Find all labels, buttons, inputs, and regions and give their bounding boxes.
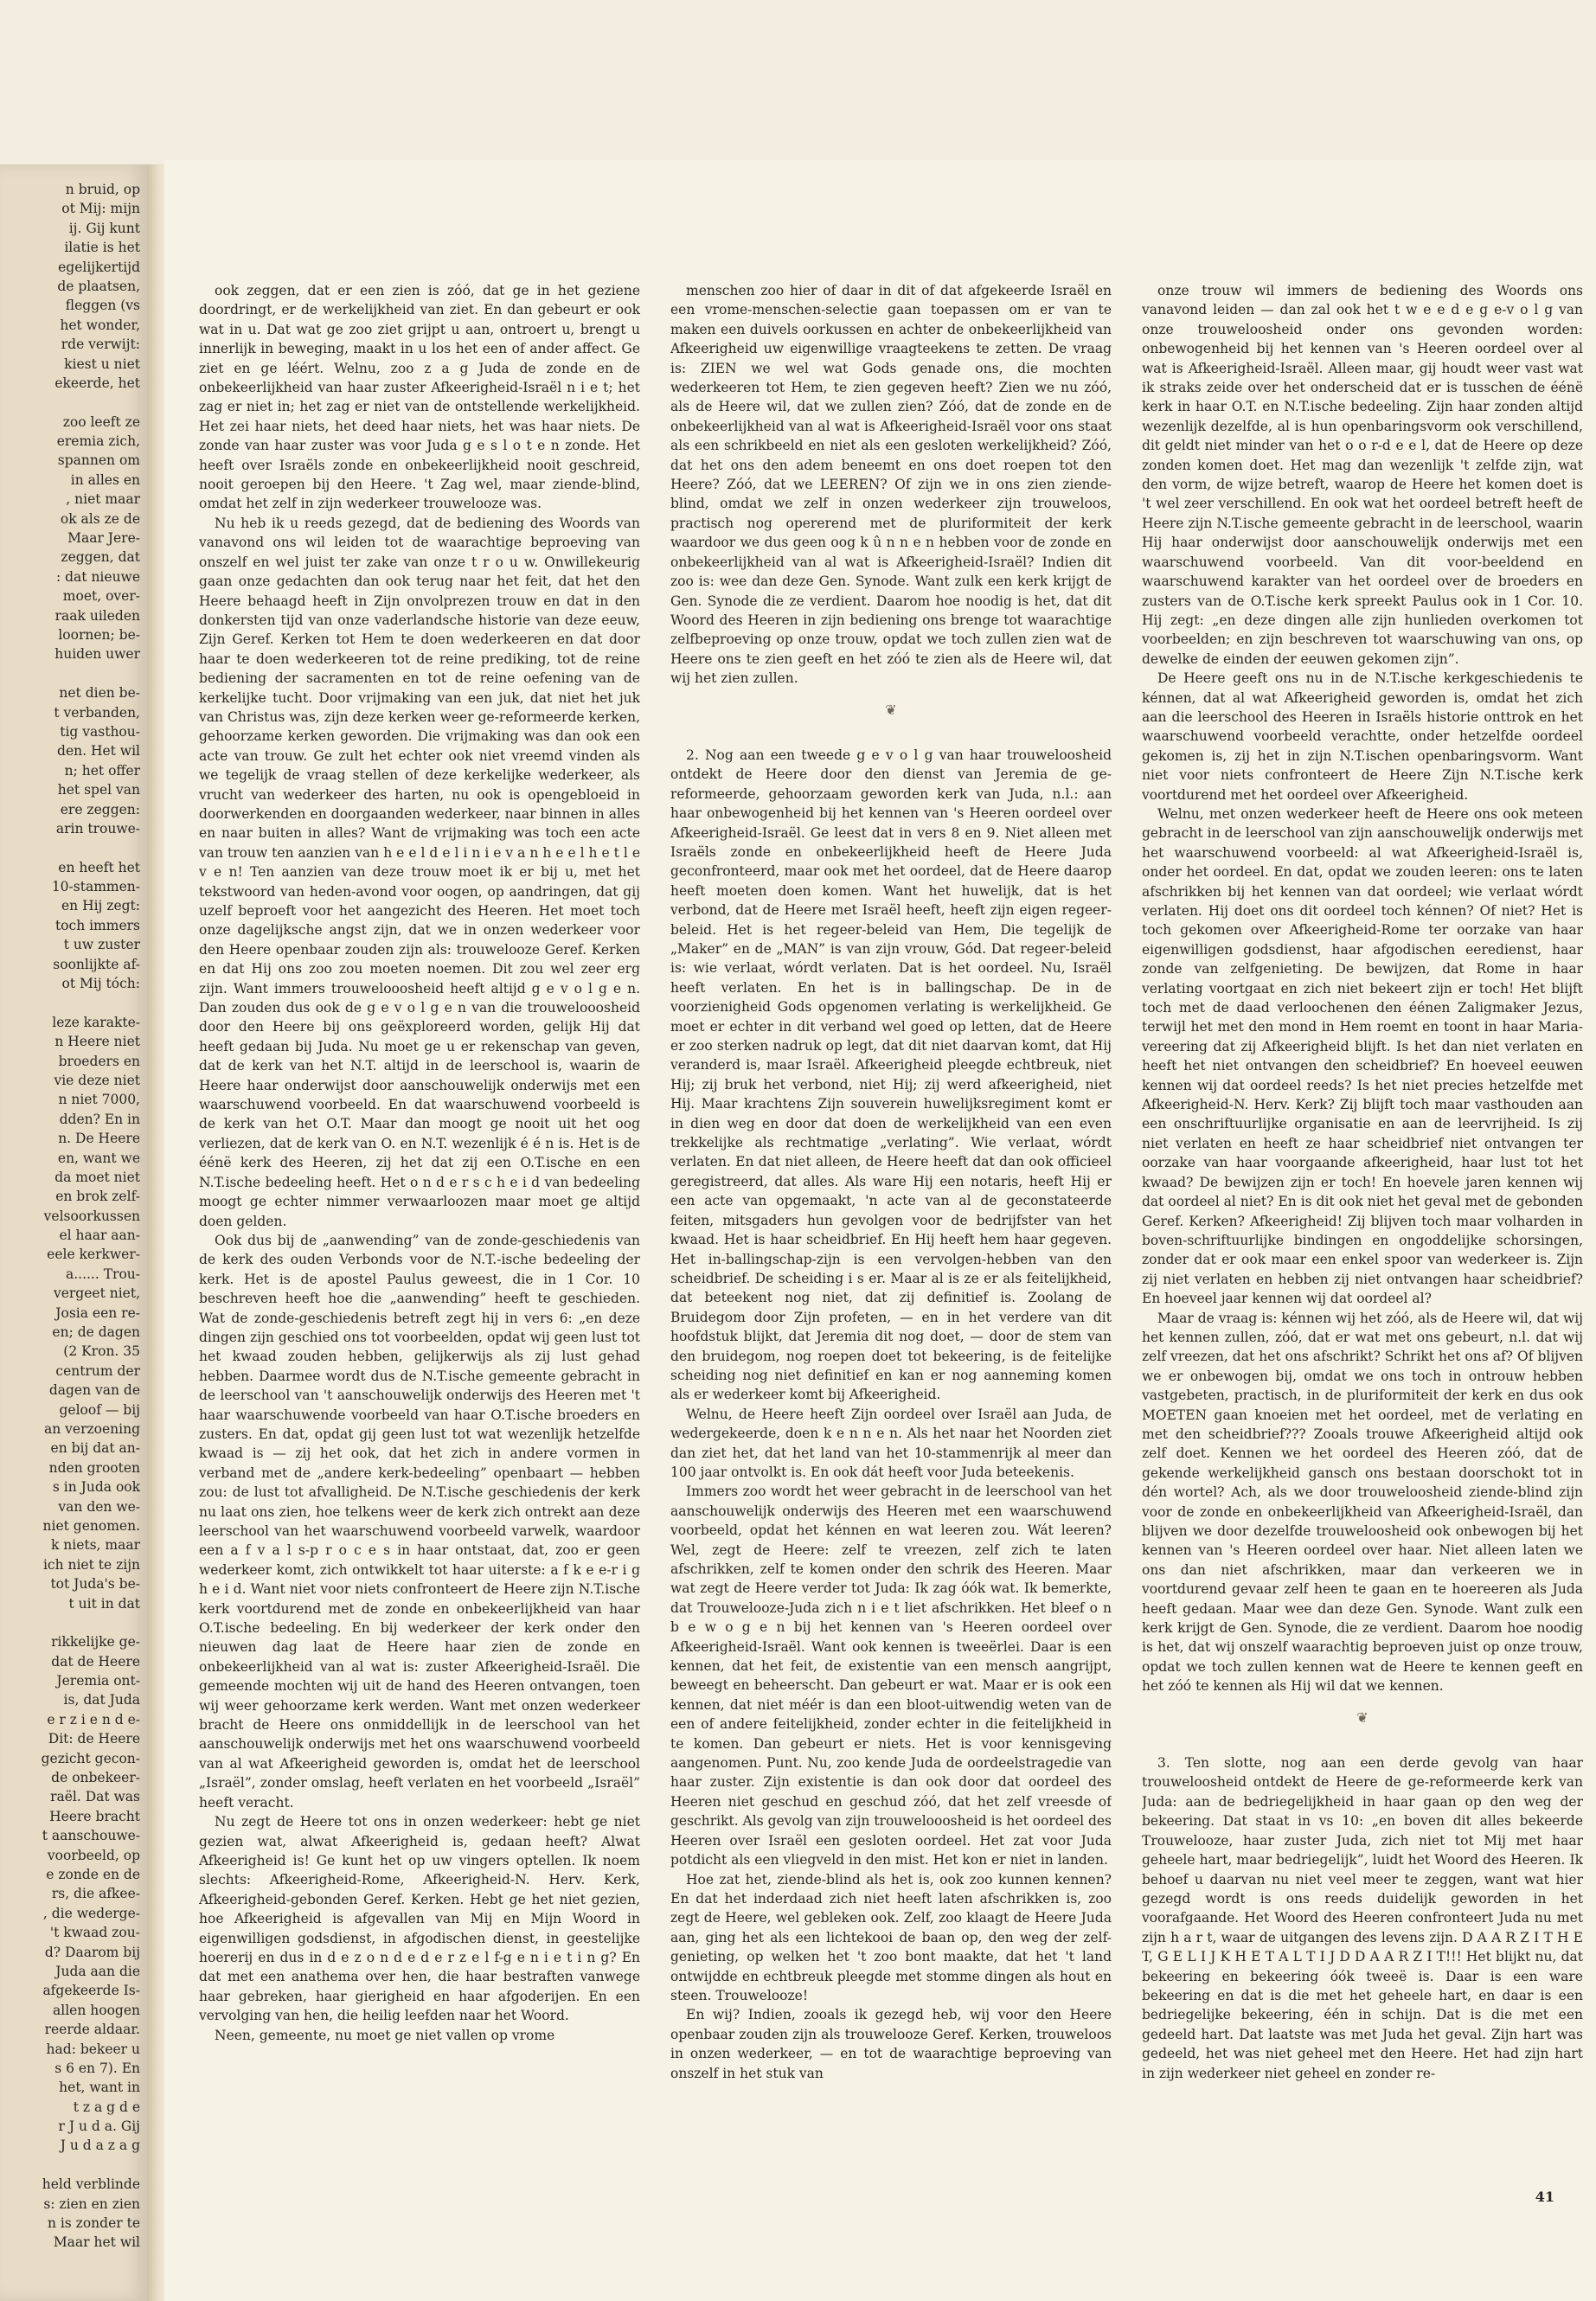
left-page-line: toch immers <box>54 917 140 933</box>
left-page-line: n bruid, op <box>65 182 140 197</box>
left-page-line: leze karakte- <box>52 1014 140 1030</box>
left-page-line: is, dat Juda <box>63 1692 140 1708</box>
left-page-line <box>3 1613 140 1632</box>
left-page-line: het, want in <box>59 2080 140 2096</box>
paragraph: En wij? Indien, zooals ik gezegd heb, wij voor den Heere openbaar zouden zijn als trouwelooze Geref. Kerken, trouweloos in onzen wederkeer, — en tot de waarachtige beproeving van onszelf in het stuk van <box>670 2007 1112 2081</box>
left-page-line: en brok zelf- <box>55 1189 140 1205</box>
left-page-line: afgekeerde Is- <box>42 1983 140 1999</box>
left-page-line: t uit in dat <box>68 1595 140 1612</box>
paragraph: ook zeggen, dat er een zien is zóó, dat ge in het geziene doordringt, er de werkelijkheid van ziet. En dan gebeurt er ook wat in u. Dat wat ge zoo ziet grijpt u aan, ontroert u, brengt u innerlijk in beweging, maakt in u los het een of ander affect. Ge ziet en ge léért. Welnu, zoo z a g Juda de zonde en de onbekeerlijkheid van haar zuster Afkeerigheid-Israël n i e t; het zag er niet in; het zag er niet van de ontstellende werkelijkheid. Het zei haar niets, het deed haar niets, het was haar niets. De zonde van haar zuster was voor Juda g e s l o t e n zonde. Het heeft over Israëls zonde en onbekeerlijkheid nooit geschreid, nooit geroepen bij den Heere. 't Zag wel, maar ziende-blind, omdat het zelf in zijn wederkeer trouwelooze was. <box>199 283 640 512</box>
left-page-line: tig vasthou- <box>60 723 140 740</box>
left-page-line: gezicht gecon- <box>41 1750 140 1766</box>
column-1 <box>199 281 640 2219</box>
left-page-line: Juda aan die <box>55 1963 140 1979</box>
paragraph: Nu zegt de Heere tot ons in onzen wederkeer: hebt ge niet gezien wat, alwat Afkeerigheid is, gedaan heeft? Alwat Afkeerigheid is! Ge kunt het op uw vingers optellen. Ik noem slechts: Afkeerigheid-Rome, Afkeerigheid-N. Herv. Kerk, Afkeerigheid-gebonden Geref. Kerken. Hebt ge het niet gezien, hoe Afkeerigheid is afgevallen van Mij en Mijn Woord in eigenwilligen godsdienst, in afgodischen dienst, in geestelijke hoererij en dus in d e z o n d e d e r z e l f-g e n i e t i n g? En dat met een anathema over hen, die haar bestraften vanwege haar gebreken, haar gierigheid en haar afgoderijen. En een vervolging van hen, die heilig leefden naar het Woord. <box>199 1814 640 2024</box>
left-page-line: spannen om <box>57 452 140 469</box>
left-page-line: centrum der <box>55 1362 140 1379</box>
left-page-line: Heere bracht <box>49 1808 140 1824</box>
left-page-line: dat de Heere <box>51 1653 140 1670</box>
paragraph: Hoe zat het, ziende-blind als het is, ook zoo kunnen kennen? En dat het inderdaad zich niet heeft laten afschrikken is, zoo zegt de Heere, wel gebleken ook. Zelf, zoo klaagt de Heere Juda aan, ging het als een lichtekooi de baan op, den weg der zelf-genieting, op welken het 't zoo bont maakte, dat het 't land ontwijdde en echtbreuk pleegde met stomme dingen als hout en steen. Trouwelooze! <box>670 1871 1112 2003</box>
left-page-line: el haar aan- <box>59 1227 140 1244</box>
left-page-line: t aanschouwe- <box>42 1828 140 1844</box>
left-page-line: (2 Kron. 35 <box>63 1343 140 1360</box>
left-page-line: r J u d a. Gij <box>58 2118 140 2135</box>
left-page-line: voorbeeld, op <box>47 1847 140 1863</box>
left-page-line: t z a g d e <box>73 2099 140 2115</box>
left-page-line: ere zeggen: <box>60 801 140 817</box>
left-page-line: moet, over- <box>62 588 140 605</box>
left-page-line: da moet niet <box>54 1169 140 1185</box>
left-page-line: J u d a z a g <box>60 2138 140 2154</box>
left-page-line: egelijkertijd <box>58 259 140 275</box>
left-page-line <box>3 393 140 412</box>
left-page-line: dden? En in <box>59 1111 140 1127</box>
left-page-line <box>3 664 140 683</box>
left-page-line: an verzoening <box>43 1421 140 1437</box>
left-page-line: zoo leeft ze <box>62 413 140 430</box>
left-page-line: raël. Dat was <box>50 1789 140 1805</box>
left-page-line: eele kerkwer- <box>47 1247 140 1263</box>
left-page-line <box>3 993 140 1012</box>
left-page-line: allen hoogen <box>53 2002 140 2018</box>
paragraph: Neen, gemeente, nu moet ge niet vallen op vrome <box>215 2027 555 2043</box>
paragraph: 3. Ten slotte, nog aan een derde gevolg van haar trouweloosheid ontdekt de Heere de ge-reformeerde kerk van Juda: aan de bedriegelijkheid in haar gaan op den weg der bekeering. Dat staat in vs 10: „en boven dit alles bekeerde Trouwelooze, haar zuster Juda, zich niet tot Mij met haar geheele hart, maar bedriegelijk”, luidt het Woord des Heeren. Ik behoef u daarvan nu niet veel meer te zeggen, want wat hier gezegd wordt is ons reeds duidelijk geworden in het voorafgaande. Het Woord des Heeren confronteert Juda nu met zijn h a r t, waar de uitgangen des levens zijn. D A A R Z I T H E T, G E L I J K H E T A L T I J D D A A R Z I T!!! Het blijkt nu, dat bekeering en bekeering óók tweeë is. Daar is een ware bekeering en dat is die met het geheele hart, en daar is een bedriegelijke bekeering, één in schijn. Dat is die met een gedeeld hart. Dat laatste was met Juda het geval. Zijn hart was gedeeld, het was niet geheel met den Heere. Het had zijn hart in zijn wederkeer niet geheel en zonder re- <box>1142 1755 1583 2081</box>
left-page-line: en; de dagen <box>52 1324 140 1341</box>
left-page-line: n niet 7000, <box>58 1092 140 1108</box>
paragraph: Ook dus bij de „aanwending” van de zonde-geschiedenis van de kerk des ouden Verbonds voor de N.T.-ische bedeeling der kerk. Het is de apostel Paulus geweest, die in 1 Cor. 10 beschreven heeft hoe die „aanwending” heeft te geschieden. Wat de zonde-geschiedenis betreft zegt hij in vers 6: „en deze dingen zijn geschied ons tot voorbeelden, opdat wij geen lust tot het kwaad zouden hebben, gelijkerwijs als zij lust gehad hebben. Daarmee wordt dus de N.T.ische gemeente gebracht in de leerschool van 't aanschouwelijk onderwijs des Heeren met 't haar waarschuwende voorbeeld van haar O.T.ische broeders en zusters. En dat, opdat gij geen lust tot wat wezenlijk hetzelfde kwaad is — zij het ook, dat het zich in andere vormen in verband met de „andere kerk-bedeeling” openbaart — hebben zou: de lust tot afvalligheid. De N.T.ische geschiedenis der kerk nu laat ons zien, hoe telkens weer de kerk zich ontrekt aan deze leerschool van het waarschuwend voorbeeld varwelk, waardoor een a f v a l s-p r o c e s in haar ontstaat, dat, zoo er geen wederkeer komt, zich ontwikkelt tot haar uiterste: a f k e e-r i g h e i d. Want niet voor niets confronteert de Heere zijn N.T.ische kerk voortdurend met de zonde en onbekeerlijkheid van haar O.T.ische bedeeling. En bij wederkeer der kerk onder den nieuwen dag laat de Heere haar zien de zonde en onbekeerlijkheid van al wat is: zuster Afkeerigheid-Israël. Die gemeende mochten wij uit de hand des Heeren ontvangen, toen wij weer gehoorzame kerk werden. Want met onzen wederkeer bracht de Heere ons onmiddellijk in de leerschool van het aanschouwelijk onderwijs met het ons waarschuwend voorbeeld van al wat Afkeerigheid geworden is, omdat het de leerschool „Israël”, zonder omslag, heeft verlaten en het voorbeeld „Israël” heeft veracht. <box>199 1232 640 1811</box>
left-page-line: a...... Trou- <box>65 1266 140 1282</box>
left-page-line: nden grooten <box>48 1459 140 1476</box>
left-page-line: rde verwijt: <box>61 336 140 353</box>
book-gutter <box>147 164 166 2301</box>
paragraph: Welnu, met onzen wederkeer heeft de Heere ons ook meteen gebracht in de leerschool van zijn aanschouwelijk onderwijs met het waarschuwend voorbeeld: al wat Afkeerigheid-Israël is, onder het oordeel. En dat, opdat we zouden leeren: ons te laten afschrikken bij het kennen van dat oordeel; wie verlaat wórdt verlaten. Hij doet ons dit oordeel toch kénnen? Of niet? Het is toch gekomen over Afkeerigheid-Rome ter oorzake van haar eigenwilligen godsdienst, haar afgodischen eeredienst, haar zonde van zelfgenieting. De bewijzen, dat Rome in haar verlating voortgaat en zich niet bekeert zijn er toch! Het blijft toch met de daad verloochenen den éénen Zaligmaker Jezus, terwijl het met den mond in Hem roemt en toont in haar Maria-vereering dat zij Afkeerigheid blijft. Is het dan niet verlaten en heeft het niet ontvangen den scheidbrief? En hoeveel eeuwen kennen wij dat oordeel reeds? Is het niet precies hetzelfde met Afkeerigheid-N. Herv. Kerk? Zij blijft toch maar vasthouden aan een onschriftuurlijke organisatie en aan de leervrijheid. Is zij niet verlaten en heeft ze haar scheidbrief niet ontvangen ter oorzake van haar voorgaande afkeerigheid, haar lust tot het kwaad? De bewijzen zijn er toch! En hoevele jaren kennen wij dat oordeel al niet? En is dit ook niet het geval met de gebonden Geref. Kerken? Afkeerigheid! Zij blijven toch maar volharden in boven-schriftuurlijke bindingen en ongoddelijke schorsingen, zonder dat er ook maar een enkel spoor van wederkeer is. Zijn zij niet verlaten en hebben zij niet ontvangen haar scheidbrief? En hoeveel jaar kennen wij dat oordeel al? <box>1142 805 1583 1307</box>
left-page-line: n; het offer <box>64 762 140 779</box>
left-page-line: net dien be- <box>59 685 140 702</box>
left-page-line <box>3 838 140 857</box>
left-page-line: van den we- <box>58 1498 140 1515</box>
left-page-line: n Heere niet <box>54 1034 140 1050</box>
left-page-line: ij. Gij kunt <box>68 220 140 236</box>
left-page-line: loornen; be- <box>58 626 140 643</box>
left-page-line: Josia een re- <box>55 1304 140 1321</box>
left-page-line: velsoorkussen <box>43 1208 140 1224</box>
left-page-line: n is zonder te <box>47 2215 140 2232</box>
paragraph: onze trouw wil immers de bediening des Woords ons vanavond leiden — dan zal ook het t w e e d e g e-v o l g van onze trouweloosheid onder ons gevonden worden: onbewogenheid bij het kennen van 's Heeren oordeel over al wat is Afkeerigheid-Israël. Alleen maar, gij houdt weer vast wat ik straks zeide over het onderscheid dat er is tusschen de éénë kerk in haar O.T. en N.T.ische bedeeling. Zijn haar zonden altijd wezenlijk dezelfde, al is hun openbaringsvorm ook verschillend, dit geldt niet minder van het o o r-d e e l, dat de Heere op deze zonden komen doet. Het mag dan wezenlijk 't zelfde zijn, wat den vorm, de wijze betreft, waarop de Heere het komen doet is 't wel zeer verschillend. En ook wat het oordeel betreft heeft de Heere zijn N.T.ische gemeente gebracht in de leerschool, waarin Hij haar onderwijst door aanschouwelijk onderwijs met een waarschuwend voorbeeld. Van dit voor-beeldend en waarschuwend karakter van het oordeel over de broeders en zusters van de O.T.ische kerk spreekt Paulus ook in 1 Cor. 10. Hij zegt: „en deze dingen alle zijn hunlieden overkomen tot voorbeelden; en zijn beschreven tot waarschuwing van ons, op dewelke de einden der eeuwen gekomen zijn”. <box>1142 283 1583 667</box>
left-page-line: arin trouwe- <box>55 820 140 836</box>
left-page-line: s in Juda ook <box>52 1479 140 1496</box>
left-page-line: rs, die afkee- <box>51 1886 140 1902</box>
left-page-line: raak uileden <box>54 607 140 624</box>
left-page-line: had: bekeer u <box>46 2041 140 2057</box>
left-page-line: soonlijkte af- <box>53 956 140 972</box>
page-number: 41 <box>1535 2189 1554 2205</box>
left-page-line: het spel van <box>57 782 140 798</box>
left-page-line: geloof — bij <box>59 1401 140 1418</box>
left-page-edge <box>0 164 149 2301</box>
paragraph: menschen zoo hier of daar in dit of dat afgekeerde Israël en een vrome-menschen-selectie gaan toepassen om er van te maken een duivels oorkussen en achter de onbekeerlijkheid van Afkeerigheid uw eigenwillige vraagteekens te zetten. De vraag is: ZIEN we wel wat Gods genade ons, die mochten wederkeeren tot Hem, te zien gegeven heeft? Zien we nu zóó, als de Heere wil, dat we zullen zien? Zóó, dat de zonde en de onbekeerlijkheid van al wat is Afkeerigheid-Israël voor ons staat als een schrikbeeld en niet als een gesloten werkelijkheid? Zóó, dat het ons den adem beneemt en ons doet roepen tot den Heere? Zóó, dat we LEEREN? Of zijn we in ons zien ziende-blind, omdat we zelf in onzen wederkeer zijn trouweloos, practisch nog opererend met de pluriformiteit der kerk waardoor we dus geen oog k û n n e n hebben voor de zonde en onbekeerlijkheid van al wat is Afkeerigheid-Israël? Indien dit zoo is: wee dan deze Gen. Synode. Want zulk een kerk krijgt de Gen. Synode die ze verdient. Daarom hoe noodig is het, dat dit Woord des Heeren in zijn bediening ons brenge tot waarachtige zelfbeproeving op onze trouw, opdat we toch zullen zien wat de Heere ons te zien geeft en het zóó te zien als de Heere wil, dat wij het zien zullen. <box>670 283 1112 687</box>
left-page-line: vie deze niet <box>54 1072 140 1088</box>
left-page-line: ich niet te zijn <box>42 1556 140 1573</box>
left-page-line: huiden uwer <box>54 646 140 663</box>
left-page-line: ok als ze de <box>60 510 140 527</box>
left-page-line: d? Daarom bij <box>44 1944 140 1960</box>
column-3 <box>1142 281 1583 2219</box>
column-2 <box>670 281 1112 2219</box>
left-page-line: broeders en <box>58 1053 140 1069</box>
left-page-line: s 6 en 7). En <box>54 2060 140 2076</box>
left-page-line: n. De Heere <box>58 1131 140 1147</box>
left-page-line: kiest u niet <box>64 356 140 372</box>
paragraph: Immers zoo wordt het weer gebracht in de leerschool van het aanschouwelijk onderwijs des Heeren met een waarschuwend voorbeeld, opdat het kénnen en wat leeren zou. Wát leeren? Wel, zegt de Heere: zelf te vreezen, zelf zich te laten afschrikken, zelf te komen onder den schrik des Heeren. Maar wat zegt de Heere verder tot Juda: Ik zag óók wat. Ik bemerkte, dat Trouwelooze-Juda zich n i e t liet afschrikken. Het bleef o n b e w o g e n bij het kennen van 's Heeren oordeel over Afkeerigheid-Israël. Want ook kennen is tweeërlei. Daar is een kennen, dat het feit, de existentie van een mensch aangrijpt, beweegt en beheerscht. Dan gebeurt er wat. Maar er is ook een kennen, dat niet méér is dan een bloot-uitwendig weten van de een of andere feitelijkheid, zonder echter in die feitelijkheid in te komen. Dan gebeurt er niets. Het is voor kennisgeving aangenomen. Punt. Nu, zoo kende Juda de oordeelstragedie van haar zuster. Zijn existentie is dan ook door dat oordeel des Heeren niet geschud en geschud zóó, dat het zelf vreesde of geschrikt. Als gevolg van zijn trouwelooosheid is het oordeel des Heeren over Israël een gesloten oordeel. Het zat voor Juda potdicht als een vliegveld in den mist. Het kon er niet in landen. <box>670 1484 1112 1868</box>
left-page-line: Dit: de Heere <box>48 1731 140 1747</box>
left-page-line: e r z i e n d e- <box>47 1711 140 1727</box>
text-columns <box>199 281 1583 2219</box>
left-page-line: ilatie is het <box>64 240 140 256</box>
left-page-line: ot Mij: mijn <box>61 201 140 217</box>
left-page-line: k niets, maar <box>50 1537 140 1554</box>
left-page-line: rikkelijke ge- <box>51 1634 140 1650</box>
left-page-line: , niet maar <box>66 491 140 508</box>
left-page-line: ekeerde, het <box>54 375 140 391</box>
left-page-line: dagen van de <box>48 1382 140 1399</box>
left-page-line: e zonde en de <box>46 1866 140 1882</box>
left-page-line <box>3 2156 140 2175</box>
left-page-line: tot Juda's be- <box>50 1576 140 1593</box>
left-page-line: en heeft het <box>58 859 140 875</box>
left-page-line: held verblinde <box>42 2176 140 2193</box>
paragraph: Nu heb ik u reeds gezegd, dat de bediening des Woords van vanavond ons wil leiden tot de waarachtige beproeving van onszelf en wel juist ter zake van onze t r o u w. Onwillekeurig gaan onze gedachten dan ook terug naar het feit, dat het den Heere behaagd heeft in Zijn onvolprezen trouw en dat in den donkersten tijd van onze vaderlandsche historie van deze eeuw, Zijn Geref. Kerken tot Hem te doen wederkeeren en dat door haar te doen wederkeeren tot de reine prediking, tot de reine bediening der sacramenten en tot de reine oefening van de kerkelijke tucht. Door vrijmaking van een juk, dat niet het juk van Christus was, zijn deze kerken weer ge-reformeerde kerken, gehoorzame kerken geworden. Die vrijmaking was dan ook een acte van trouw. Ge zult het echter ook niet vreemd vinden als we tegelijk de vraag stellen of deze kerkelijke wederkeer, als vrucht van wederkeer des harten, nu ook is opengebloeid in doorwerkenden en doorgaanden wederkeer, naar binnen in alles en naar buiten in alles? Want de vrijmaking was toch een acte van trouw ten aanzien van h e e l d e l i n i e v a n h e e l h e t l e v e n! Ten aanzien van deze trouw moet ik er bij u, met het tekstwoord van heden-avond voor oogen, op aandringen, dat gij uzelf beproeft voor het aangezicht des Heeren. Het moet toch onze dagelijksche angst zijn, dat we in onzen wederkeer voor den Heere openbaar zouden zijn als: trouwelooze Geref. Kerken en dat Hij ons zoo zou moeten noemen. Dit zou wel zeer erg zijn. Want immers trouwelooosheid heeft altijd g e v o l g e n. Dan zouden dus ook de g e v o l g e n van die trouwelooosheid door den Heere bij ons geëxploreerd worden, gelijk Hij dat heeft gedaan bij Juda. Nu moet ge u er rekenschap van geven, dat de kerk van het N.T. altijd in de leerschool is, waarin de Heere haar onderwijst door aanschouwelijk onderwijs met een waarschuwend voorbeeld. En dat waarschuwend voorbeeld is de kerk van het O.T. Maar dan moogt ge nooit uit het oog verliezen, dat de kerk van O. en N.T. wezenlijk é é n is. Het is de éénë kerk des Heeren, zij het dat zij een O.T.ische en een N.T.ische bedeeling heeft. Het o n d e r s c h e i d van bedeeling moogt ge echter nimmer verwaarloozen maar moet ge altijd doen gelden. <box>199 515 640 1229</box>
left-page-line: en bij dat an- <box>50 1440 140 1457</box>
section-ornament: ❦ <box>1356 1708 1368 1726</box>
left-page-line: t uw zuster <box>63 937 140 953</box>
left-page-line: : dat nieuwe <box>55 568 140 585</box>
left-page-line: Maar Jere- <box>67 530 140 547</box>
left-page-line: de onbekeer- <box>51 1770 140 1786</box>
section-ornament: ❦ <box>885 701 897 718</box>
paragraph: 2. Nog aan een tweede g e v o l g van haar trouweloosheid ontdekt de Heere door den dienst van Jeremia de ge-reformeerde, gehoorzaam geworden kerk van Juda, n.l.: aan haar onbewogenheid bij het kennen van 's Heeren oordeel over Afkeerigheid-Israël. Ge leest dat in vers 8 en 9. Niet alleen met Israëls zonde en onbekeerlijkheid heeft de Heere Juda geconfronteerd, maar ook met het oordeel, dat de Heere daarop heeft moeten doen komen. Want het huwelijk, dat is het verbond, dat de Heere met Israël heeft, heeft zijn eigen regeer-beleid. Het is het regeer-beleid van Hem, Die tegelijk de „Maker” en de „MAN” is van zijn vrouw, Gód. Dat regeer-beleid is: wie verlaat, wórdt verlaten. Dat is het oordeel. Nu, Israël heeft verlaten. En het is in ballingschap. De in de voorzienigheid Gods opgenomen verlating is werkelijkheid. Ge moet er echter in dit verband wel goed op letten, dat de Heere er zoo sterken nadruk op legt, dat dit niet daarvan komt, dat Hij veranderd is, maar Israël. Afkeerigheid pleegde echtbreuk, niet Hij; zij bruk het verbond, niet Hij; zij werd afkeerigheid, niet Hij. Maar krachtens Zijn souverein huwelijksregiment komt er in dien weg en door dat doen de werkelijkheid van een even trekkelijke als rechtmatige „verlating”. Wie verlaat, wórdt verlaten. En dat niet alleen, de Heere heeft dat dan ook officieel geregistreerd, dat alles. Als ware Hij een notaris, heeft Hij er een acte van opgemaakt, 'n acte van al de geconstateerde feiten, mitsgaders hun gevolgen voor de bedrijfster van het kwaad. Het is haar scheidbrief. En Hij heeft hem haar gegeven. Het in-ballingschap-zijn is een vervolgen-hebben van den scheidbrief. De scheiding i s er. Maar al is ze er als feitelijkheid, dat beteekent nog niet, dat zij definitief is. Zoolang de Bruidegom door Zijn profeten, — en in het verdere van dit hoofdstuk blijkt, dat Jeremia dit nog doet, — door de stem van den bruidegom, nog roepen doet tot bekeering, is de feitelijke scheiding nog niet definitief en kan er nog aanneming komen als er wederkeer komt bij Afkeerigheid. <box>670 747 1112 1403</box>
left-page-line: reerde aldaar. <box>44 2022 140 2038</box>
left-page-line: 10-stammen- <box>51 879 140 895</box>
left-page-line: het wonder, <box>60 317 140 333</box>
paragraph: Welnu, de Heere heeft Zijn oordeel over Israël aan Juda, de wedergekeerde, doen k e n n e n. Als het naar het Noorden ziet dan ziet het, dat het land van het 10-stammenrijk al meer dan 100 jaar ontvolkt is. En ook dát heeft voor Juda beteekenis. <box>670 1406 1112 1480</box>
left-page-line: ot Mij tóch: <box>61 976 140 992</box>
left-page-line: eremia zich, <box>56 433 140 450</box>
paragraph: De Heere geeft ons nu in de N.T.ische kerkgeschiedenis te kénnen, dat al wat Afkeerigheid geworden is, omdat het zich aan die leerschool des Heeren in Israëls historie onttrok en het waarschuwend voorbeeld verachtte, onder hetzelfde oordeel gekomen is, zij het in zijn N.T.ischen openbaringsvorm. Want niet voor niets confronteert de Heere Zijn N.T.ische kerk voortdurend met het oordeel over Afkeerigheid. <box>1142 670 1583 803</box>
left-page-line: niet genomen. <box>42 1517 140 1534</box>
left-page-line: 't kwaad zou- <box>49 1925 140 1941</box>
left-page-line: de plaatsen, <box>57 278 140 294</box>
main-page <box>164 160 1596 2301</box>
left-page-line: den. Het wil <box>57 743 140 760</box>
left-page-line: Jeremia ont- <box>56 1673 140 1689</box>
left-page-line: zeggen, dat <box>61 549 140 566</box>
paragraph: Maar de vraag is: kénnen wij het zóó, als de Heere wil, dat wij het kennen zullen, zóó, dat er wat met ons gebeurt, n.l. dat wij zelf vreezen, dat het ons afschrikt? Schrikt het ons af? Of blijven we er onbewogen bij, omdat we ons toch in ontrouw hebben vastgebeten, practisch, in de pluriformiteit der kerk en dus ook MOETEN gaan knoeien met het oordeel, met de verlating en met den scheidbrief??? Zooals trouwe Afkeerigheid altijd ook zelf doet. Kennen we het oordeel des Heeren zóó, dat de gekende werkelijkheid gansch ons bestaan doorschokt tot in dén wortel? Ach, als we door trouweloosheid ziende-blind zijn voor de zonde en onbekeerlijkheid van Afkeerigheid-Israël, dan blijven we door dezelfde trouweloosheid ook onbewogen bij het kennen van 's Heeren oordeel over haar. Niet alleen laten we ons dan niet afschrikken, maar dan verkeeren we in voortdurend gevaar zelf heen te gaan en te hoereeren als Juda heeft gedaan. Maar wee dan deze Gen. Synode. Want zulk een kerk krijgt de Gen. Synode, die ze verdient. Daarom hoe noodig is het, dat wij onszelf waarachtig beproeven juist op onze trouw, opdat we toch zullen kennen wat de Heere te kennen geeft en het zóó te kennen als Hij wil dat we kennen. <box>1142 1310 1583 1695</box>
left-page-text <box>0 164 147 2253</box>
left-page-line: s: zien en zien <box>43 2195 140 2212</box>
left-page-line: Maar het wil <box>53 2234 140 2251</box>
left-page-line: vergeet niet, <box>53 1285 140 1302</box>
left-page-line: , die wederge- <box>42 1905 140 1921</box>
left-page-line: fleggen (vs <box>65 298 140 314</box>
left-page-line: en, want we <box>57 1150 140 1166</box>
left-page-line: t verbanden, <box>54 704 140 721</box>
left-page-line: in alles en <box>70 471 140 488</box>
left-page-line: en Hij zegt: <box>61 898 140 914</box>
